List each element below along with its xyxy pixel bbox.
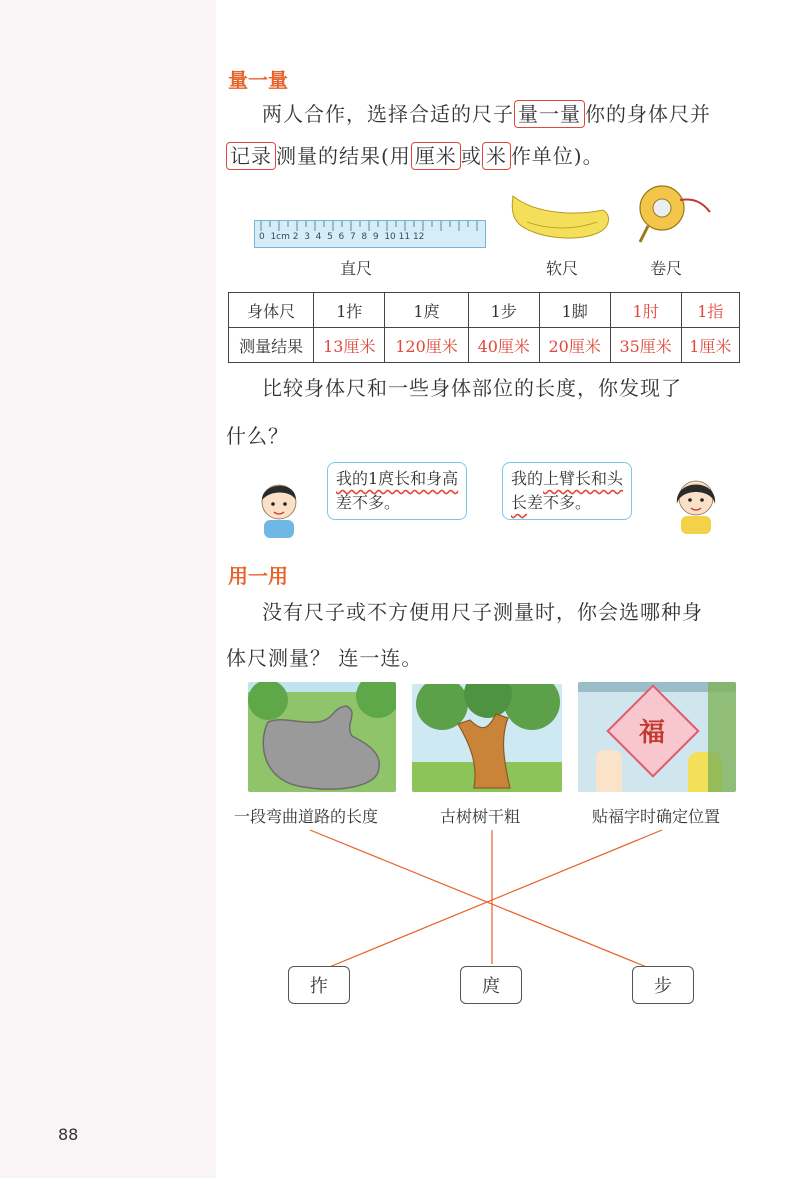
boxed-word-cm: 厘米 xyxy=(411,142,461,170)
caption-old-tree: 古树树干粗 xyxy=(440,807,521,826)
boxed-word-record: 记录 xyxy=(226,142,276,170)
instruction-text: 你的身体尺并 xyxy=(585,102,711,126)
bubble-text-marked: 上臂长和头 xyxy=(543,469,624,488)
bubble-text-plain: 我的 xyxy=(511,469,544,488)
section-title-use: 用一用 xyxy=(228,564,288,588)
table-cell: 13厘米 xyxy=(314,328,385,363)
caption-curved-road: 一段弯曲道路的长度 xyxy=(234,807,379,826)
bubble-text-plain: 差不多。 xyxy=(527,493,592,512)
table-header-cell: 身体尺 xyxy=(229,293,314,328)
tool-label-soft-tape: 软尺 xyxy=(546,259,579,278)
instruction-text: 两人合作，选择合适的尺子 xyxy=(262,102,514,126)
use-instruction-line-1: 没有尺子或不方便用尺子测量时，你会选哪种身 xyxy=(262,600,703,624)
table-header-cell: 1步 xyxy=(468,293,539,328)
table-cell: 35厘米 xyxy=(610,328,681,363)
table-header-cell: 1指 xyxy=(681,293,739,328)
table-cell: 1厘米 xyxy=(681,328,739,363)
table-header-cell: 1庹 xyxy=(385,293,469,328)
fu-character: 福 xyxy=(638,717,665,748)
compare-line-2: 什么？ xyxy=(226,424,289,448)
boxed-word-m: 米 xyxy=(482,142,511,170)
answer-box-zha[interactable]: 拃 xyxy=(288,966,350,1004)
page-number: 88 xyxy=(58,1125,79,1144)
answer-box-tuo[interactable]: 庹 xyxy=(460,966,522,1004)
bubble-text-marked: 长 xyxy=(511,493,528,512)
instruction-text: 或 xyxy=(460,144,482,168)
use-instruction-line-2: 体尺测量？ 连一连。 xyxy=(226,646,423,670)
match-line-road-to-step xyxy=(310,830,654,970)
answer-box-bu[interactable]: 步 xyxy=(632,966,694,1004)
bubble-text: 差不多。 xyxy=(336,493,401,512)
instruction-text: 作单位)。 xyxy=(510,144,604,168)
table-header-cell: 1脚 xyxy=(539,293,610,328)
table-cell: 120厘米 xyxy=(385,328,469,363)
ruler-numbers: 0 1cm 2 3 4 5 6 7 8 9 10 11 12 xyxy=(259,232,425,242)
bubble-text: 我的1庹长和身高 xyxy=(336,469,459,488)
instruction-text: 测量的结果(用 xyxy=(276,144,411,168)
caption-fu-position: 贴福字时确定位置 xyxy=(592,807,721,826)
table-cell: 20厘米 xyxy=(539,328,610,363)
boxed-word-measure: 量一量 xyxy=(514,100,585,128)
table-cell: 测量结果 xyxy=(229,328,314,363)
table-header-cell: 1肘 xyxy=(610,293,681,328)
tool-label-straight-ruler: 直尺 xyxy=(340,259,373,278)
section-title-measure: 量一量 xyxy=(228,68,288,92)
compare-line-1: 比较身体尺和一些身体部位的长度，你发现了 xyxy=(262,376,682,400)
table-header-cell: 1拃 xyxy=(314,293,385,328)
table-cell: 40厘米 xyxy=(468,328,539,363)
tool-label-tape-measure: 卷尺 xyxy=(650,259,683,278)
